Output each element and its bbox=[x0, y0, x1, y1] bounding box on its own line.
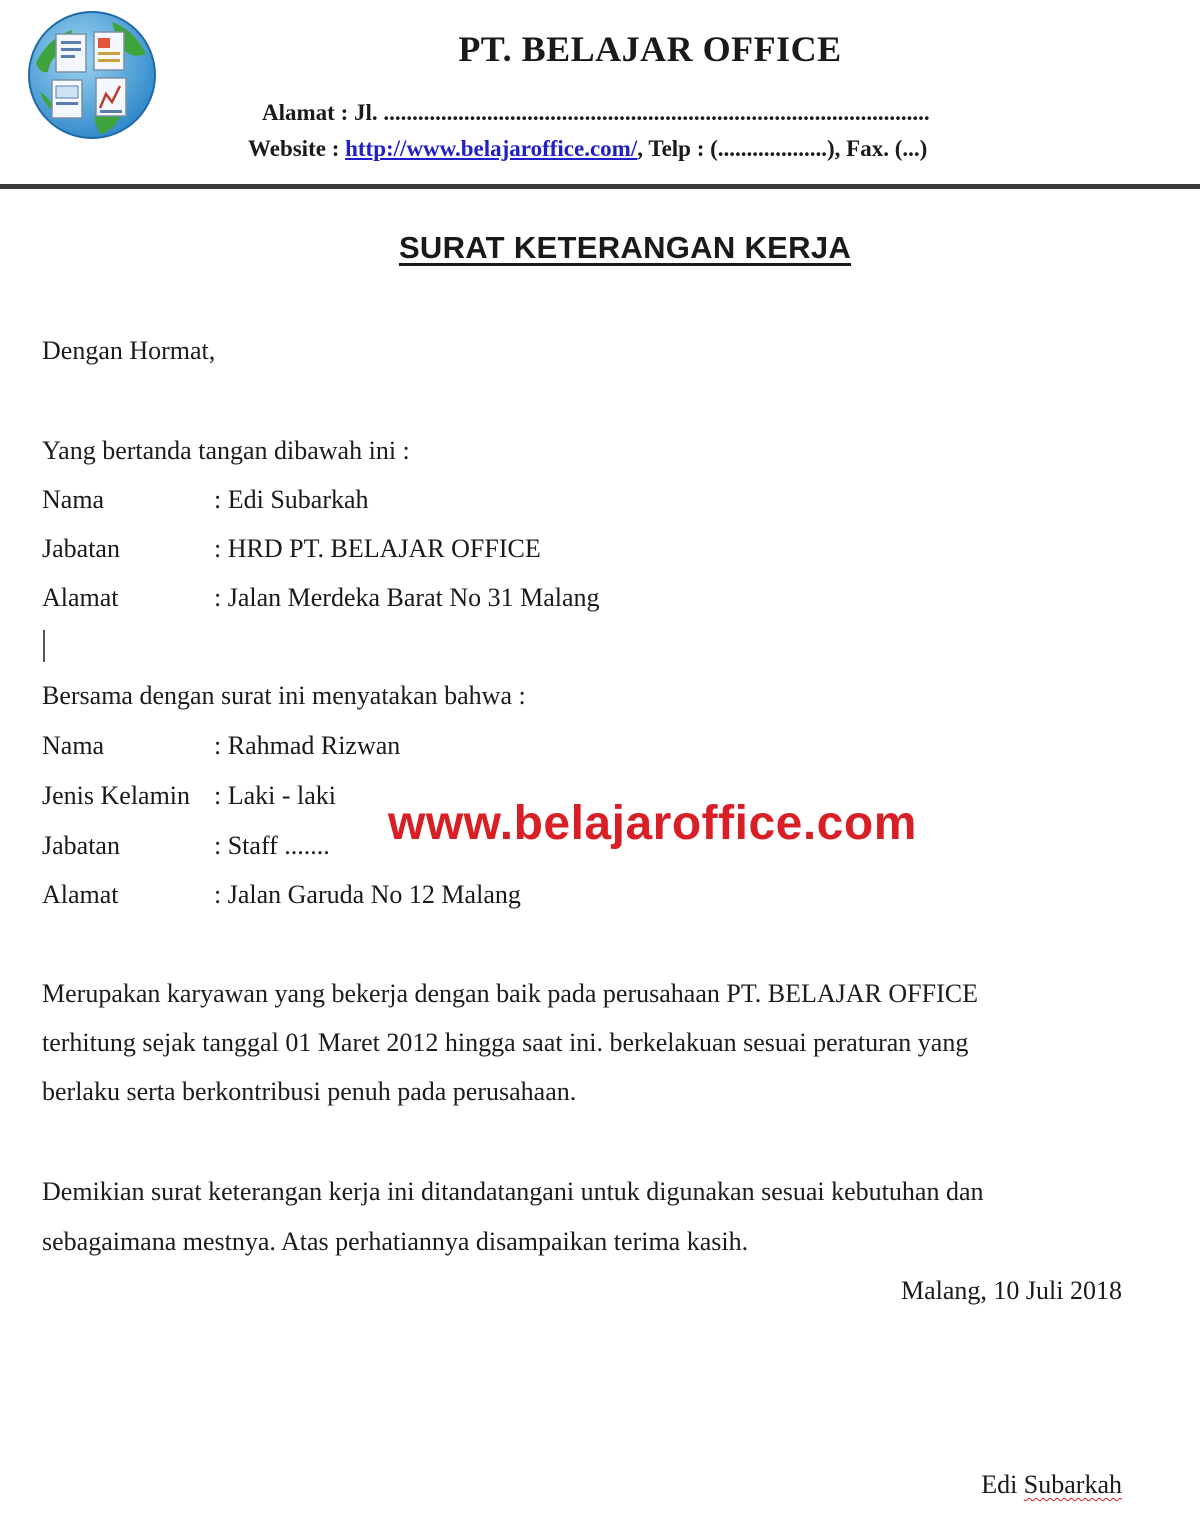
letterhead-divider bbox=[0, 184, 1200, 189]
paragraph1-line2: terhitung sejak tanggal 01 Maret 2012 hingga saat ini. berkelakuan sesuai peraturan yang bbox=[42, 1028, 969, 1057]
employee-gender-label: Jenis Kelamin bbox=[42, 781, 191, 810]
greeting: Dengan Hormat, bbox=[42, 336, 216, 365]
employee-name-value: : Rahmad Rizwan bbox=[214, 731, 401, 760]
website-label: Website : bbox=[248, 136, 346, 161]
company-address: Alamat : Jl. ............................................................................................... bbox=[262, 100, 930, 125]
signer-first-name: Edi bbox=[981, 1470, 1024, 1499]
employee-position-value: : Staff ....... bbox=[214, 831, 330, 860]
paragraph1-line3: berlaku serta berkontribusi penuh pada perusahaan. bbox=[42, 1077, 577, 1106]
phone-fax: , Telp : (...................), Fax. (...) bbox=[637, 136, 928, 161]
employee-position-label: Jabatan bbox=[42, 831, 120, 860]
paragraph2-line2: sebagaimana mestnya. Atas perhatiannya disampaikan terima kasih. bbox=[42, 1227, 749, 1256]
employee-gender-value: : Laki - laki bbox=[214, 781, 337, 810]
signer-address-label: Alamat bbox=[42, 583, 119, 612]
company-name: PT. BELAJAR OFFICE bbox=[458, 29, 842, 69]
signer-last-name: Subarkah bbox=[1023, 1470, 1122, 1499]
employee-intro: Bersama dengan surat ini menyatakan bahwa : bbox=[42, 681, 526, 710]
employee-name-label: Nama bbox=[42, 731, 105, 760]
paragraph2-line1: Demikian surat keterangan kerja ini ditandatangani untuk digunakan sesuai kebutuhan dan bbox=[42, 1177, 984, 1206]
text-cursor bbox=[43, 630, 45, 662]
employee-address-value: : Jalan Garuda No 12 Malang bbox=[214, 880, 521, 909]
place-date: Malang, 10 Juli 2018 bbox=[901, 1276, 1122, 1305]
signer-name-label: Nama bbox=[42, 485, 105, 514]
company-contact-line bbox=[248, 136, 927, 162]
signer-address-value: : Jalan Merdeka Barat No 31 Malang bbox=[214, 583, 600, 612]
signer-position-value: : HRD PT. BELAJAR OFFICE bbox=[214, 534, 541, 563]
signer-name bbox=[981, 1470, 1122, 1500]
signer-position-label: Jabatan bbox=[42, 534, 120, 563]
employee-address-label: Alamat bbox=[42, 880, 119, 909]
document-title: SURAT KETERANGAN KERJA bbox=[398, 230, 852, 265]
signer-intro: Yang bertanda tangan dibawah ini : bbox=[42, 436, 410, 465]
signer-name-value: : Edi Subarkah bbox=[214, 485, 369, 514]
website-link[interactable]: http://www.belajaroffice.com/ bbox=[345, 136, 638, 161]
watermark-url: www.belajaroffice.com bbox=[388, 797, 917, 850]
paragraph1-line1: Merupakan karyawan yang bekerja dengan baik pada perusahaan PT. BELAJAR OFFICE bbox=[42, 979, 978, 1008]
